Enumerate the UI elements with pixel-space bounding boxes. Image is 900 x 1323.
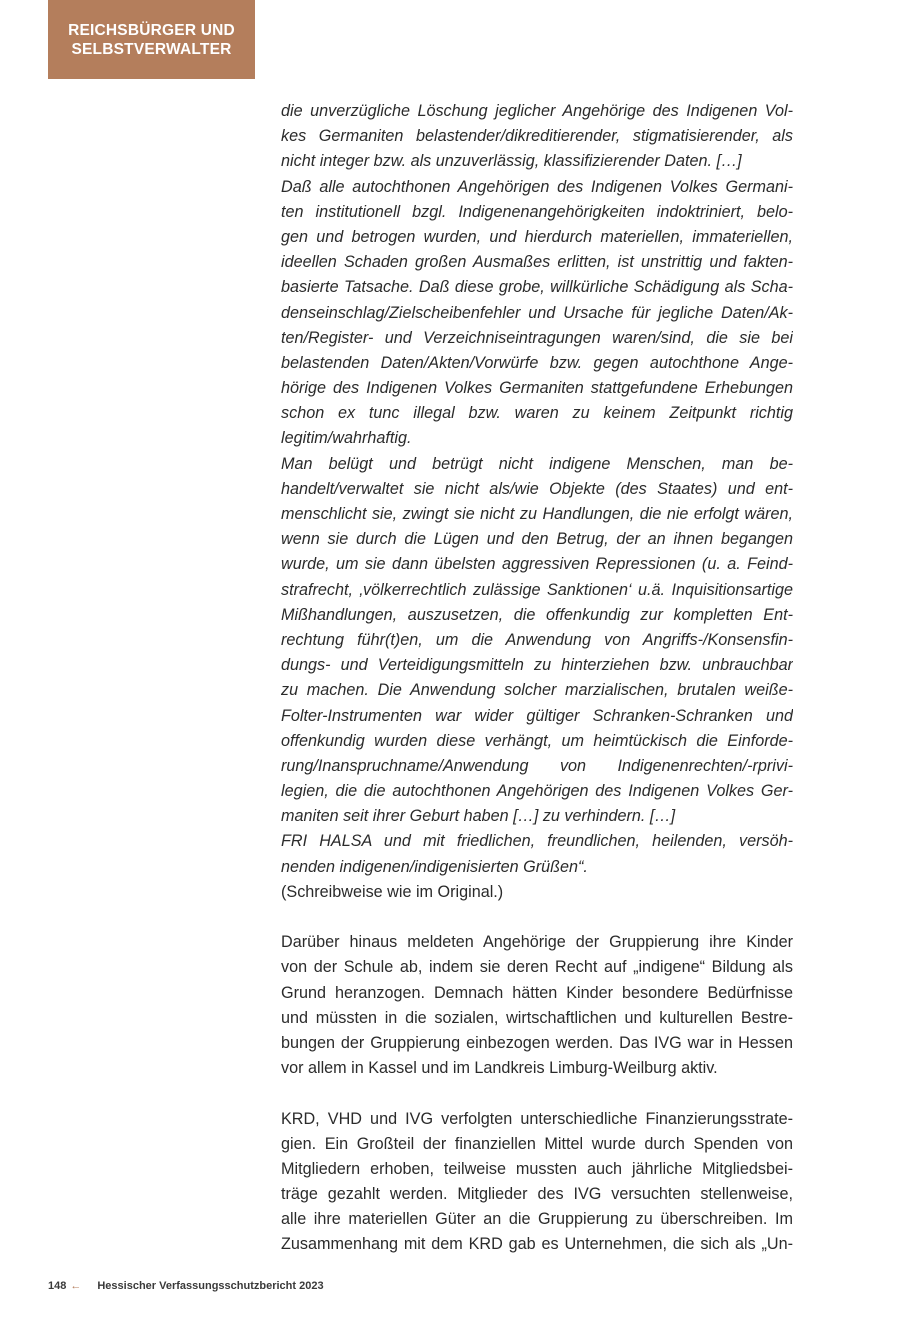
body-line: Zusammenhang mit dem KRD gab es Unternehmen, die sich als „Un- — [281, 1235, 793, 1254]
quote-line: nicht integer bzw. als unzuverlässig, klassifizierender Daten. […] — [281, 152, 742, 171]
quote-line: menschlicht sie, zwingt sie nicht zu Handlungen, die nie erfolgt wären, — [281, 505, 793, 523]
body-line: gien. Ein Großteil der finanziellen Mittel wurde durch Spenden von — [281, 1134, 793, 1153]
quote-line: Folter-Instrumenten war wider gültiger Schranken-Schranken und — [281, 706, 793, 725]
quote-line: ideellen Schaden großen Ausmaßes erlitten, ist unstrittig und fakten- — [281, 253, 793, 272]
section-tag-line-1: REICHSBÜRGER UND — [68, 21, 235, 39]
section-tag-line-2: SELBSTVERWALTER — [71, 40, 232, 58]
quote-line: kes Germaniten belastender/dikreditierender, stigmatisierender, als — [281, 127, 793, 146]
body-line: Mitgliedern erhoben, teilweise mussten auch jährliche Mitgliedsbei- — [281, 1159, 793, 1178]
quote-line: wurde, um sie dann übelsten aggressiven Repressionen (u. a. Feind- — [281, 555, 793, 574]
paragraph-financing — [281, 1107, 793, 1258]
quote-line: handelt/verwaltet sie nicht als/wie Objekte (des Staates) und ent- — [281, 479, 793, 498]
quote-line: dungs- und Verteidigungsmitteln zu hinterziehen bzw. unbrauchbar — [281, 656, 793, 675]
quote-line: maniten seit ihrer Geburt haben […] zu verhindern. […] — [281, 807, 676, 826]
body-line: träge gezahlt werden. Mitglieder des IVG versuchten stellenweise, — [281, 1185, 793, 1204]
quote-line: gen und betrogen wurden, und hierdurch materiellen, immateriellen, — [281, 227, 793, 246]
quote-line: legitim/wahrhaftig. — [281, 429, 412, 448]
body-line: bungen der Gruppierung einbezogen werden. Das IVG war in Hessen — [281, 1033, 793, 1052]
quote-line: legien, die die autochthonen Angehörigen des Indigenen Volkes Ger- — [281, 782, 793, 801]
quote-line: Man belügt und betrügt nicht indigene Menschen, man be- — [281, 454, 793, 473]
paragraph-spacer — [281, 905, 793, 930]
quote-block — [281, 99, 793, 880]
quote-line: schon ex tunc illegal bzw. waren zu keinem Zeitpunkt richtig — [281, 404, 793, 423]
quote-line: ten/Register- und Verzeichniseintragungen waren/sind, die sie bei — [281, 328, 793, 347]
body-line: vor allem in Kassel und im Landkreis Limburg-Weilburg aktiv. — [281, 1059, 718, 1078]
quote-line: ten institutionell bzgl. Indigenenangehörigkeiten indoktriniert, belo- — [281, 202, 793, 221]
quote-line: Daß alle autochthonen Angehörigen des Indigenen Volkes Germani- — [281, 177, 793, 196]
body-line: KRD, VHD und IVG verfolgten unterschiedliche Finanzierungsstrate- — [281, 1109, 793, 1128]
body-line: alle ihre materiellen Güter an die Gruppierung zu überschreiben. Im — [281, 1210, 793, 1229]
quote-line: rung/Inanspruchname/Anwendung von Indigenenrechten/-rprivi- — [281, 756, 793, 775]
paragraph-spacer — [281, 1081, 793, 1106]
quote-line: wenn sie durch die Lügen und den Betrug, der an ihnen begangen — [281, 530, 793, 549]
quote-line: strafrecht, ‚völkerrechtlich zulässige Sanktionen‘ u.ä. Inquisitionsartige — [281, 580, 793, 599]
quote-line: zu machen. Die Anwendung solcher marzialischen, brutalen weiße- — [281, 681, 793, 700]
paragraph-school — [281, 930, 793, 1081]
quote-line: offenkundig wurden diese verhängt, um heimtückisch die Einforde- — [281, 731, 793, 750]
main-text — [281, 99, 793, 1258]
quote-line: die unverzügliche Löschung jeglicher Angehörige des Indigenen Vol- — [281, 102, 793, 120]
page-footer — [48, 1279, 324, 1293]
body-line: und müssten in die sozialen, wirtschaftlichen und kulturellen Bestre- — [281, 1008, 793, 1027]
body-line: von der Schule ab, indem sie deren Recht auf „indigene“ Bildung als — [281, 958, 793, 977]
arrow-left-icon[interactable]: ← — [70, 1280, 82, 1292]
quote-line: Mißhandlungen, auszusetzen, die offenkundig zur kompletten Ent- — [281, 605, 793, 624]
publication-title: Hessischer Verfassungsschutzbericht 2023 — [97, 1280, 324, 1292]
body-line: Darüber hinaus meldeten Angehörige der Gruppierung ihre Kinder — [281, 933, 793, 952]
spelling-note: (Schreibweise wie im Original.) — [281, 882, 504, 901]
quote-line: belastenden Daten/Akten/Vorwürfe bzw. gegen autochthone Ange- — [281, 353, 793, 372]
section-tag — [48, 0, 255, 79]
quote-line: FRI HALSA und mit friedlichen, freundlichen, heilenden, versöh- — [281, 832, 793, 851]
quote-line: hörige des Indigenen Volkes Germaniten stattgefundene Erhebungen — [281, 379, 793, 398]
page-number: 148 — [48, 1280, 67, 1292]
quote-line: nenden indigenen/indigenisierten Grüßen“. — [281, 857, 588, 876]
quote-line: denseinschlag/Zielscheibenfehler und Ursache für jegliche Daten/Ak- — [281, 303, 793, 322]
quote-line: basierte Tatsache. Daß diese grobe, willkürliche Schädigung als Scha- — [281, 278, 793, 297]
quote-line: rechtung führ(t)en, um die Anwendung von Angriffs-/Konsensfin- — [281, 630, 793, 649]
body-line: Grund heranzogen. Demnach hätten Kinder besondere Bedürfnisse — [281, 983, 793, 1002]
